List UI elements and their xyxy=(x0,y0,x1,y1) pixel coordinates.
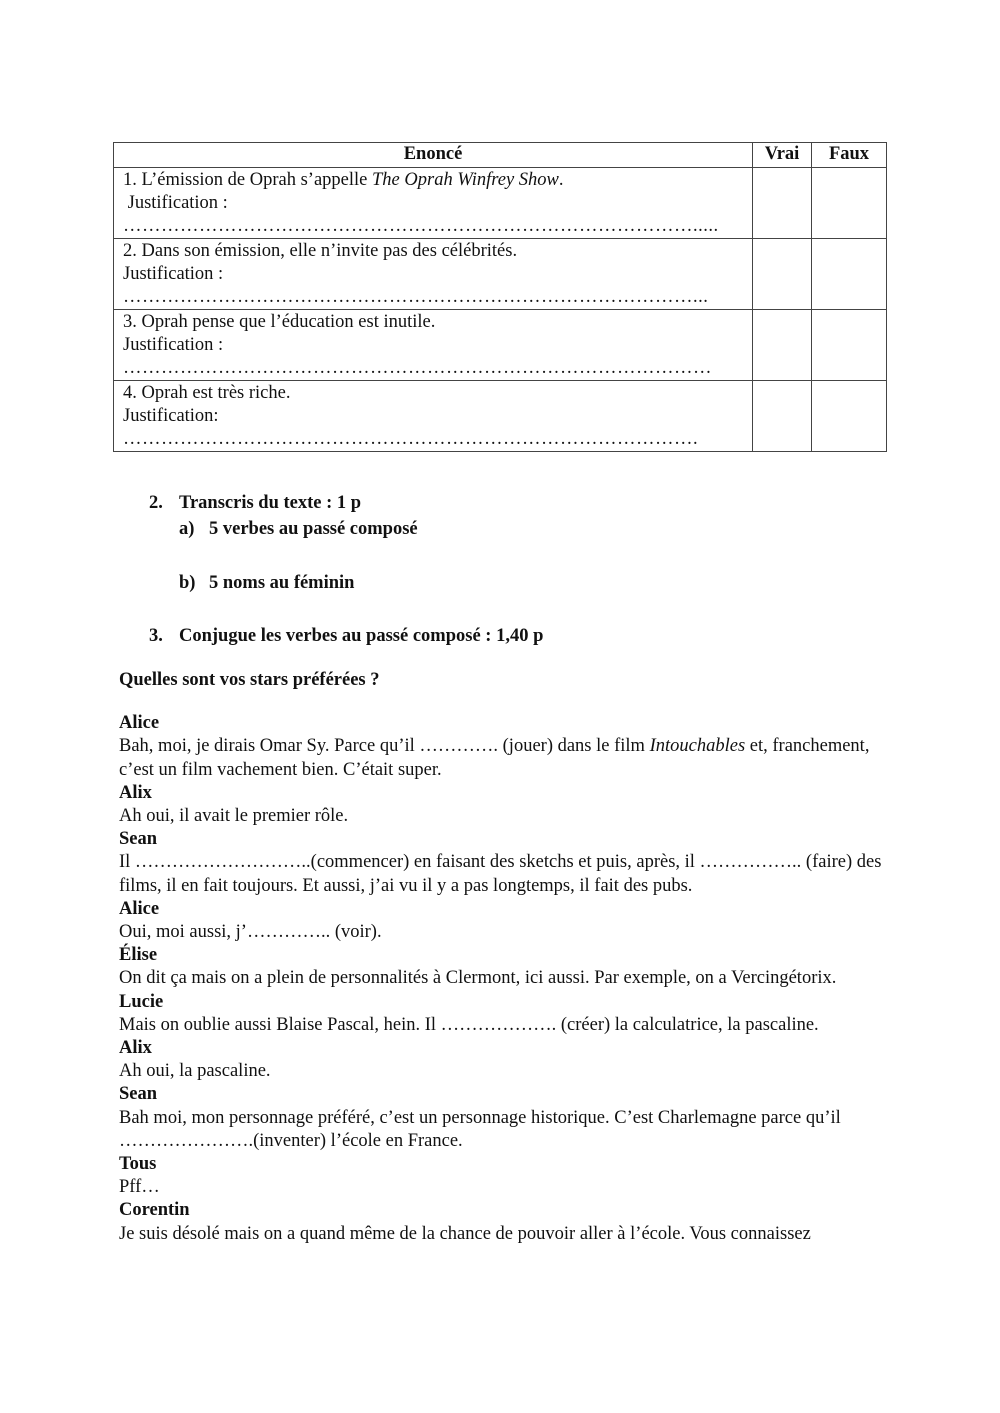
header-statement: Enoncé xyxy=(114,143,753,168)
justification-answer-line[interactable]: ………………………………………………………………………………... xyxy=(123,287,709,307)
speaker-line[interactable]: Il ………………………..(commencer) en faisant des sketchs et puis, après, il …………….. (faire) des films, il en fait toujours. Et aussi, j’ai vu il y a pas longtemps, il fait des pubs. xyxy=(119,852,882,896)
sub-question-letter: b) xyxy=(179,573,196,593)
speaker-line: Je suis désolé mais on a quand même de la chance de pouvoir aller à l’école. Vous connaissez xyxy=(119,1223,811,1244)
speaker-line: Ah oui, il avait le premier rôle. xyxy=(119,806,349,827)
question-2b-heading xyxy=(179,573,354,594)
speaker-name: Alice xyxy=(119,898,160,919)
speaker-line: On dit ça mais on a plein de personnalités à Clermont, ici aussi. Par exemple, on a Vercingétorix. xyxy=(119,968,837,989)
justification-label: Justification : xyxy=(123,193,228,213)
table-row xyxy=(114,239,887,310)
speaker-name: Lucie xyxy=(119,991,164,1012)
header-false: Faux xyxy=(812,143,887,168)
statement-text: 3. Oprah pense que l’éducation est inutile. xyxy=(123,312,436,332)
justification-answer-line[interactable]: ………………………………………………………………………………..... xyxy=(123,216,719,236)
speaker-name: Sean xyxy=(119,1084,158,1105)
statement-text: 4. Oprah est très riche. xyxy=(123,383,291,403)
speaker-name: Élise xyxy=(119,945,158,966)
speaker-line[interactable]: Bah moi, mon personnage préféré, c’est un personnage historique. C’est Charlemagne parce qu’il ………………….(inventer) l’école en France. xyxy=(119,1107,841,1151)
false-checkbox-cell[interactable] xyxy=(812,168,887,239)
speaker-line: Pff… xyxy=(119,1177,160,1198)
speaker-name: Sean xyxy=(119,829,158,850)
sub-question-text: 5 noms au féminin xyxy=(209,573,355,593)
statement-cell xyxy=(114,239,753,310)
justification-label: Justification: xyxy=(123,406,219,426)
film-title: Intouchables xyxy=(649,736,746,757)
statement-text-part: 1. L’émission de Oprah s’appelle xyxy=(123,170,373,190)
statement-text xyxy=(123,169,744,192)
line-text-end: et, franchement, c’est un film vachement bien. C’était super. xyxy=(119,736,870,780)
line-text: Bah, moi, je dirais Omar Sy. Parce qu’il …………. (jouer) dans le film xyxy=(119,736,650,757)
false-checkbox-cell[interactable] xyxy=(812,239,887,310)
speaker-line[interactable]: Oui, moi aussi, j’………….. (voir). xyxy=(119,922,382,943)
justification-answer-line[interactable]: ………………………………………………………………………………… xyxy=(123,358,712,378)
justification-label: Justification : xyxy=(123,264,224,284)
statement-emphasis: The Oprah Winfrey Show xyxy=(372,170,559,190)
question-number: 2. xyxy=(149,493,163,513)
statement-text-end: . xyxy=(558,170,564,190)
sub-question-text: 5 verbes au passé composé xyxy=(209,519,418,539)
speaker-line: Ah oui, la pascaline. xyxy=(119,1061,271,1082)
speaker-name: Tous xyxy=(119,1154,157,1175)
table-row xyxy=(114,381,887,452)
true-checkbox-cell[interactable] xyxy=(753,239,812,310)
true-checkbox-cell[interactable] xyxy=(753,381,812,452)
false-checkbox-cell[interactable] xyxy=(812,381,887,452)
table-row xyxy=(114,168,887,239)
speaker-name: Alix xyxy=(119,1038,152,1059)
speaker-line[interactable] xyxy=(119,735,889,781)
true-checkbox-cell[interactable] xyxy=(753,168,812,239)
dialogue-exercise xyxy=(119,669,889,1246)
statement-cell xyxy=(114,310,753,381)
dialogue-title: Quelles sont vos stars préférées ? xyxy=(119,670,380,690)
header-true: Vrai xyxy=(753,143,812,168)
statement-cell xyxy=(114,381,753,452)
table-header-row xyxy=(114,143,887,168)
sub-question-letter: a) xyxy=(179,519,195,539)
question-2a-heading xyxy=(179,519,418,540)
statement-cell xyxy=(114,168,753,239)
true-checkbox-cell[interactable] xyxy=(753,310,812,381)
false-checkbox-cell[interactable] xyxy=(812,310,887,381)
statement-text: 2. Dans son émission, elle n’invite pas des célébrités. xyxy=(123,241,518,261)
question-2-heading xyxy=(149,493,361,514)
speaker-name: Corentin xyxy=(119,1200,190,1221)
table-row xyxy=(114,310,887,381)
question-number: 3. xyxy=(149,626,163,646)
justification-answer-line[interactable]: ………………………………………………………………………………. xyxy=(123,429,699,449)
speaker-name: Alice xyxy=(119,713,160,734)
speaker-line[interactable]: Mais on oublie aussi Blaise Pascal, hein. Il ………………. (créer) la calculatrice, la pascaline. xyxy=(119,1014,819,1035)
justification-label: Justification : xyxy=(123,335,224,355)
question-text: Conjugue les verbes au passé composé : 1,40 p xyxy=(179,626,544,646)
question-text: Transcris du texte : 1 p xyxy=(179,493,362,513)
question-3-heading xyxy=(149,626,543,647)
true-false-table xyxy=(113,142,887,452)
speaker-name: Alix xyxy=(119,782,152,803)
